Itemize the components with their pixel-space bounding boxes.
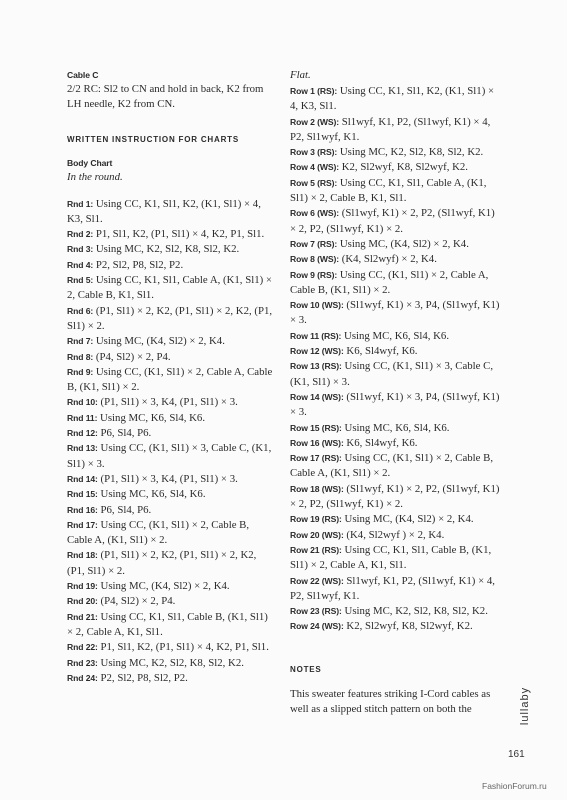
row-text: K2, Sl2wyf, K8, Sl2wyf, K2. xyxy=(346,620,473,633)
row-label: Row 23 (RS): xyxy=(290,606,342,617)
row-label: Row 17 (RS): xyxy=(290,453,342,464)
round-instruction xyxy=(67,441,275,472)
row-text: Using MC, (K4, Sl2) × 2, K4. xyxy=(95,335,225,348)
row-text: (Sl1wyf, K1) × 2, P2, (Sl1wyf, K1) × 2, P2, (Sl1wyf, K1) × 2. xyxy=(290,482,500,511)
row-label: Rnd 9: xyxy=(67,366,94,377)
row-text: Using MC, (K4, Sl2) × 2, K4. xyxy=(339,237,469,250)
notes-text: This sweater features striking I-Cord cables as well as a slipped stitch pattern on both the xyxy=(290,687,491,715)
row-instruction xyxy=(290,436,502,451)
row-instruction xyxy=(290,451,502,482)
row-text: Using CC, K1, Sl1, K2, (K1, Sl1) × 4, K3, Sl1. xyxy=(67,197,261,225)
row-text: (K4, Sl2wyf ) × 2, K4. xyxy=(346,528,445,541)
row-label: Rnd 15: xyxy=(67,489,98,500)
row-label: Rnd 2: xyxy=(67,229,94,240)
row-text: (P1, Sl1) × 2, K2, (P1, Sl1) × 2, K2, (P1, Sl1) × 2. xyxy=(67,549,257,577)
row-text: Using MC, K6, Sl4, K6. xyxy=(100,488,206,501)
round-instruction xyxy=(67,656,275,671)
row-label: Row 13 (RS): xyxy=(290,361,342,372)
row-label: Row 14 (WS): xyxy=(290,391,344,402)
page-number: 161 xyxy=(508,749,525,760)
row-text: P1, Sl1, K2, (P1, Sl1) × 4, K2, P1, Sl1. xyxy=(95,228,265,241)
row-text: Using MC, K2, Sl2, K8, Sl2, K2. xyxy=(95,243,240,256)
row-label: Row 20 (WS): xyxy=(290,529,344,540)
row-instruction xyxy=(290,115,502,146)
row-label: Rnd 1: xyxy=(67,198,94,209)
body-chart-label: Body Chart xyxy=(67,157,113,168)
notes-heading: NOTES xyxy=(290,664,322,674)
row-instruction xyxy=(290,512,502,527)
cable-c-label: Cable C xyxy=(67,70,99,80)
row-text: K6, Sl4wyf, K6. xyxy=(346,345,418,358)
row-text: Using CC, (K1, Sl1) × 2, Cable A, Cable B, (K1, Sl1) × 2. xyxy=(67,365,273,394)
row-label: Row 16 (WS): xyxy=(290,437,344,448)
row-label: Row 3 (RS): xyxy=(290,147,338,158)
row-instruction xyxy=(290,84,502,115)
row-text: Using MC, (K4, Sl2) × 2, K4. xyxy=(100,580,230,593)
row-label: Row 15 (RS): xyxy=(290,422,342,433)
row-instruction xyxy=(290,268,502,299)
row-instruction xyxy=(290,160,502,175)
row-label: Rnd 8: xyxy=(67,351,94,362)
row-instruction xyxy=(290,252,502,267)
row-instruction xyxy=(290,176,502,207)
right-column xyxy=(290,69,502,717)
round-instruction xyxy=(67,334,275,349)
round-instruction xyxy=(67,487,275,502)
round-instruction xyxy=(67,258,275,273)
row-text: K6, Sl4wyf, K6. xyxy=(346,436,418,449)
row-text: Using MC, K2, Sl2, K8, Sl2, K2. xyxy=(339,146,484,159)
row-label: Row 7 (RS): xyxy=(290,238,338,249)
row-text: Using MC, (K4, Sl2) × 2, K4. xyxy=(344,513,474,526)
round-instruction xyxy=(67,395,275,410)
round-instruction xyxy=(67,503,275,518)
row-text: Using CC, (K1, Sl1) × 2, Cable B, Cable A, (K1, Sl1) × 2. xyxy=(67,518,250,547)
row-label: Row 6 (WS): xyxy=(290,208,340,219)
row-text: (P1, Sl1) × 3, K4, (P1, Sl1) × 3. xyxy=(100,472,238,485)
row-instruction xyxy=(290,619,502,634)
row-text: Using CC, K1, Sl1, Cable A, (K1, Sl1) × 2, Cable B, K1, Sl1. xyxy=(290,176,487,205)
row-text: Using MC, K2, Sl2, K8, Sl2, K2. xyxy=(100,656,244,669)
row-label: Rnd 13: xyxy=(67,443,98,454)
round-instruction xyxy=(67,242,275,257)
side-title: lullaby xyxy=(519,686,531,726)
row-label: Row 1 (RS): xyxy=(290,86,338,96)
row-label: Rnd 23: xyxy=(67,657,98,668)
row-label: Rnd 3: xyxy=(67,244,94,255)
row-label: Rnd 11: xyxy=(67,412,98,423)
row-instruction xyxy=(290,604,502,619)
row-label: Rnd 14: xyxy=(67,473,98,484)
row-text: Using CC, K1, Sl1, Cable A, (K1, Sl1) × 2, Cable B, K1, Sl1. xyxy=(67,274,272,302)
row-instruction xyxy=(290,543,502,574)
row-label: Rnd 21: xyxy=(67,611,98,622)
flat-rows xyxy=(290,84,502,635)
row-text: Using MC, K6, Sl4, K6. xyxy=(100,411,206,424)
round-instruction xyxy=(67,640,275,655)
row-text: Using MC, K6, Sl4, K6. xyxy=(344,329,450,342)
row-instruction xyxy=(290,329,502,344)
round-instruction xyxy=(67,197,275,228)
row-instruction xyxy=(290,298,502,329)
row-text: (P1, Sl1) × 3, K4, (P1, Sl1) × 3. xyxy=(100,396,238,409)
row-label: Row 4 (WS): xyxy=(290,162,340,173)
row-label: Rnd 24: xyxy=(67,672,98,683)
body-chart-note: In the round. xyxy=(67,170,123,183)
row-text: Using CC, K1, Sl1, Cable B, (K1, Sl1) × 2, Cable A, K1, Sl1. xyxy=(290,543,492,572)
round-instruction xyxy=(67,548,275,579)
row-label: Rnd 5: xyxy=(67,275,94,286)
row-label: Row 10 (WS): xyxy=(290,300,344,311)
row-label: Row 9 (RS): xyxy=(290,269,338,280)
row-instruction xyxy=(290,390,502,421)
row-label: Rnd 4: xyxy=(67,259,94,270)
round-instruction xyxy=(67,350,275,365)
row-label: Rnd 18: xyxy=(67,550,98,561)
row-instruction xyxy=(290,206,502,237)
row-text: Using CC, (K1, Sl1) × 3, Cable C, (K1, Sl1) × 3. xyxy=(290,360,494,388)
row-instruction xyxy=(290,359,502,390)
row-label: Row 24 (WS): xyxy=(290,621,344,632)
round-instruction xyxy=(67,518,275,549)
row-label: Rnd 7: xyxy=(67,336,94,347)
row-text: P2, Sl2, P8, Sl2, P2. xyxy=(100,671,188,684)
row-label: Row 8 (WS): xyxy=(290,254,340,265)
row-label: Row 22 (WS): xyxy=(290,575,344,586)
row-label: Row 12 (WS): xyxy=(290,346,344,357)
round-instruction xyxy=(67,273,275,304)
row-label: Rnd 19: xyxy=(67,581,98,592)
row-text: (P4, Sl2) × 2, P4. xyxy=(95,350,171,363)
row-text: K2, Sl2wyf, K8, Sl2wyf, K2. xyxy=(341,161,469,174)
round-instruction xyxy=(67,671,275,686)
row-text: P1, Sl1, K2, (P1, Sl1) × 4, K2, P1, Sl1. xyxy=(100,641,269,654)
row-instruction xyxy=(290,237,502,252)
round-instruction xyxy=(67,472,275,487)
row-label: Rnd 22: xyxy=(67,642,98,653)
round-instruction xyxy=(67,610,275,641)
row-label: Row 18 (WS): xyxy=(290,483,344,494)
row-label: Row 2 (WS): xyxy=(290,116,340,127)
row-label: Rnd 16: xyxy=(67,504,98,515)
row-label: Rnd 6: xyxy=(67,305,94,316)
row-instruction xyxy=(290,421,502,436)
cable-c-text: 2/2 RC: Sl2 to CN and hold in back, K2 from LH needle, K2 from CN. xyxy=(67,83,264,111)
watermark: FashionForum.ru xyxy=(482,781,547,791)
row-text: Using MC, K2, Sl2, K8, Sl2, K2. xyxy=(344,605,488,618)
row-instruction xyxy=(290,344,502,359)
row-text: (Sl1wyf, K1) × 3, P4, (Sl1wyf, K1) × 3. xyxy=(290,390,500,419)
row-text: P2, Sl2, P8, Sl2, P2. xyxy=(95,258,184,271)
flat-note: Flat. xyxy=(290,69,311,81)
round-instruction xyxy=(67,304,275,335)
row-label: Row 21 (RS): xyxy=(290,544,342,555)
row-text: (K4, Sl2wyf) × 2, K4. xyxy=(341,253,437,266)
row-label: Rnd 17: xyxy=(67,519,98,530)
row-text: Sl1wyf, K1, P2, (Sl1wyf, K1) × 4, P2, Sl1wyf, K1. xyxy=(290,115,491,143)
round-instruction xyxy=(67,411,275,426)
row-text: Using MC, K6, Sl4, K6. xyxy=(344,421,450,434)
row-text: Sl1wyf, K1, P2, (Sl1wyf, K1) × 4, P2, Sl1wyf, K1. xyxy=(290,574,495,602)
row-text: Using CC, (K1, Sl1) × 2, Cable A, Cable B, (K1, Sl1) × 2. xyxy=(290,268,489,296)
row-instruction xyxy=(290,528,502,543)
row-text: Using CC, K1, Sl1, Cable B, (K1, Sl1) × 2, Cable A, K1, Sl1. xyxy=(67,610,268,638)
round-instruction xyxy=(67,594,275,609)
round-instruction xyxy=(67,579,275,594)
row-label: Row 11 (RS): xyxy=(290,330,342,341)
row-text: (P1, Sl1) × 2, K2, (P1, Sl1) × 2, K2, (P1, Sl1) × 2. xyxy=(67,304,273,332)
row-label: Row 19 (RS): xyxy=(290,514,342,525)
row-label: Rnd 10: xyxy=(67,397,98,408)
row-instruction xyxy=(290,574,502,605)
row-text: Using CC, (K1, Sl1) × 2, Cable B, Cable A, (K1, Sl1) × 2. xyxy=(290,452,494,480)
row-text: Using CC, (K1, Sl1) × 3, Cable C, (K1, Sl1) × 3. xyxy=(67,442,272,470)
row-label: Rnd 12: xyxy=(67,428,98,439)
row-text: (P4, Sl2) × 2, P4. xyxy=(100,595,176,608)
round-instruction xyxy=(67,365,275,396)
row-instruction xyxy=(290,145,502,160)
written-instruction-heading: WRITTEN INSTRUCTION FOR CHARTS xyxy=(67,134,239,144)
row-label: Rnd 20: xyxy=(67,596,98,607)
round-instruction xyxy=(67,227,275,242)
row-text: (Sl1wyf, K1) × 2, P2, (Sl1wyf, K1) × 2, P2, (Sl1wyf, K1) × 2. xyxy=(290,207,495,235)
row-instruction xyxy=(290,482,502,513)
row-text: P6, Sl4, P6. xyxy=(100,427,152,440)
row-text: (Sl1wyf, K1) × 3, P4, (Sl1wyf, K1) × 3. xyxy=(290,299,500,327)
left-column xyxy=(67,69,275,686)
row-label: Row 5 (RS): xyxy=(290,177,338,188)
body-chart-rounds xyxy=(67,197,275,687)
row-text: Using CC, K1, Sl1, K2, (K1, Sl1) × 4, K3, Sl1. xyxy=(290,85,495,113)
round-instruction xyxy=(67,426,275,441)
row-text: P6, Sl4, P6. xyxy=(100,503,152,516)
